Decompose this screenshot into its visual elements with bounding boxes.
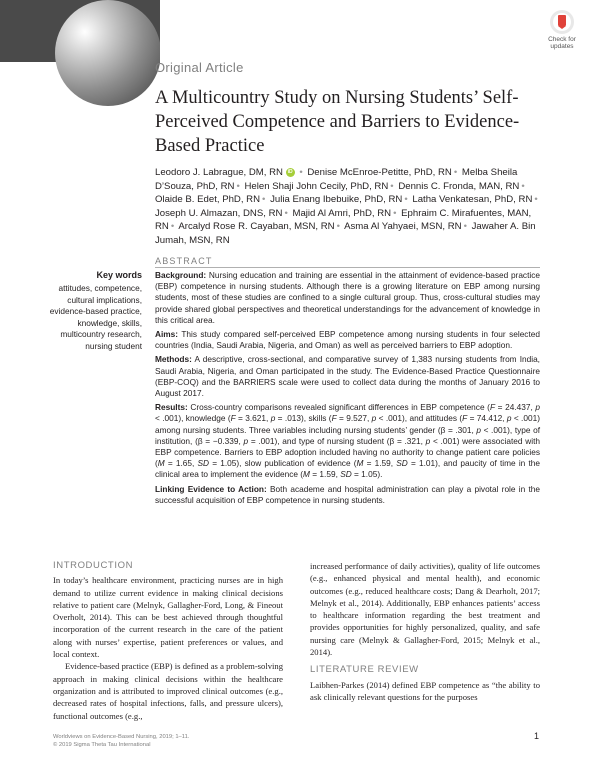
- author-11[interactable]: Ephraim C. Mirafuentes, MAN, RN: [155, 207, 532, 232]
- literature-review-heading: LITERATURE REVIEW: [310, 664, 419, 676]
- results-fragment: < .001) among nursing students. Three variables including nursing students’ gender (β = .301,: [155, 413, 540, 435]
- author-6[interactable]: Olaide B. Edet, PhD, RN: [155, 194, 261, 205]
- author-3[interactable]: Melba Sheila D’Souza, PhD, RN: [155, 167, 518, 192]
- abstract-linking: [155, 484, 540, 506]
- check-for-updates-button[interactable]: [541, 10, 583, 52]
- author-1[interactable]: Leodoro J. Labrague, DM, RN: [155, 167, 283, 178]
- page-number: 1: [534, 731, 540, 741]
- stat-symbol: SD: [396, 458, 408, 469]
- author-5[interactable]: Dennis C. Fronda, MAN, RN: [398, 180, 520, 192]
- abstract-aims: [155, 329, 540, 351]
- intro-paragraph-2: Evidence-based practice (EBP) is defined as a problem-solving approach in making clinical decisions within the healthcare organization and is attributed to improved clinical outcomes (e.g., decreased rates of hospital infections, falls, and pressure ulcers), functional outcomes (e.g.,: [53, 661, 283, 721]
- intro-paragraph-1: In today’s healthcare environment, practicing nurses are in high demand to utilize current evidence in making clinical decisions relative to patient care (Melnyk, Gallagher-Ford, Long, & Fineout Overholt, 2014). This can be best achieved through thoughtful incorporation of the current research in the care of the patient along with nurses’ expertise, patient preferences or values, and local context.: [53, 575, 283, 660]
- author-10[interactable]: Majid Al Amri, PhD, RN: [292, 207, 392, 219]
- body-column-right: [310, 560, 540, 703]
- results-fragment: < .001), and attitudes (: [376, 413, 463, 424]
- stat-symbol: M: [356, 458, 364, 469]
- aims-label: Aims:: [155, 329, 179, 340]
- results-fragment: Cross-country comparisons revealed significant differences in EBP competence (: [190, 402, 490, 413]
- results-fragment: = 9.527,: [336, 413, 372, 424]
- linking-label: Linking Evidence to Action:: [155, 483, 267, 494]
- results-label: Results:: [155, 402, 188, 413]
- stat-symbol: SD: [197, 458, 210, 469]
- background-label: Background:: [155, 270, 207, 280]
- results-fragment: = 1.01), and paucity of time in the clinical area to implement the evidence (: [155, 458, 540, 480]
- stat-symbol: F: [489, 402, 496, 413]
- results-fragment: < .001) were associated with EBP competence. Barriers to EBP adoption included having no authority to change patient care policies (: [155, 435, 540, 469]
- stat-symbol: SD: [340, 469, 352, 480]
- linking-text: Both academe and hospital administration can play a pivotal role in the successful acquisition of EBP competence in nursing students.: [155, 483, 540, 505]
- article-title: A Multicountry Study on Nursing Students’ Self-Perceived Competence and Barriers to Evidence-Based Practice: [155, 88, 520, 156]
- stat-symbol: p: [371, 413, 377, 424]
- keywords-list: attitudes, competence, cultural implications, evidence-based practice, knowledge, skills, multicountry research, nursing student: [49, 283, 142, 351]
- stat-symbol: p: [270, 413, 276, 424]
- body-column-left: [53, 560, 283, 722]
- introduction-heading: INTRODUCTION: [53, 560, 134, 571]
- author-12[interactable]: Arcalyd Rose R. Cayaban, MSN, RN: [178, 221, 335, 232]
- bookmark-icon: [550, 10, 574, 34]
- results-fragment: = 74.412,: [467, 413, 507, 424]
- results-fragment: = 24.437,: [495, 402, 536, 413]
- author-2[interactable]: Denise McEnroe-Petitte, PhD, RN: [307, 167, 452, 178]
- stat-symbol: p: [476, 424, 482, 435]
- check-for-updates-label: [548, 36, 576, 50]
- stat-symbol: F: [331, 413, 337, 424]
- results-fragment: = 1.05), slow publication of evidence (: [209, 458, 357, 469]
- abstract-divider: [155, 267, 540, 268]
- background-text: Nursing education and training are essential in the attainment of evidence-based practice (EBP) competence in nursing students. Although there is a growing literature on EBP among nursing students, most of these studies are confined to a single cultural group. Thus, cross-cultural studies may provide shared global perspectives and theoretical understandings for the advancement of knowledge in this critical area.: [155, 270, 540, 325]
- stat-symbol: M: [157, 458, 165, 469]
- article-type: Original Article: [155, 60, 244, 75]
- results-fragment: = 1.65,: [164, 458, 198, 469]
- abstract-methods: [155, 354, 540, 399]
- badge-line-2: updates: [550, 43, 574, 50]
- stat-symbol: M: [303, 469, 310, 480]
- results-fragment: = 1.59,: [363, 458, 397, 469]
- author-4[interactable]: Helen Shaji John Cecily, PhD, RN: [244, 180, 389, 192]
- footer-copyright: © 2019 Sigma Theta Tau International: [53, 742, 151, 748]
- results-text: [155, 402, 540, 479]
- stat-symbol: p: [243, 435, 249, 446]
- results-fragment: = 3.621,: [235, 413, 271, 424]
- results-fragment: = 1.59,: [309, 469, 341, 480]
- keywords-box: [40, 270, 142, 352]
- author-9[interactable]: Joseph U. Almazan, DNS, RN: [155, 207, 283, 219]
- aims-text: This study compared self-perceived EBP competence among nursing students in four selected countries (India, Saudi Arabia, Nigeria, and Oman) as well as perceived barriers to EBP adoption.: [155, 329, 540, 351]
- results-fragment: = .001), and type of nursing student (β = .321,: [248, 435, 426, 446]
- abstract-results: [155, 402, 540, 480]
- author-list: Leodoro J. Labrague, DM, RN iD • Denise McEnroe-Petitte, PhD, RN • Melba Sheila D’Souza, PhD, RN • Helen Shaji John Cecily, PhD, RN • Dennis C. Fronda, MAN, RN • Olaide B. Edet, PhD, RN • Julia Enang Ibebuike, PhD, RN • Latha Venkatesan, PhD, RN • Joseph U. Almazan, DNS, RN • Majid Al Amri, PhD, RN • Ephraim C. Mirafuentes, MAN, RN • Arcalyd Rose R. Cayaban, MSN, RN • Asma Al Yahyaei, MSN, RN • Jawaher A. Bin Jumah, MSN, RN: [155, 167, 538, 246]
- stat-symbol: p: [506, 413, 512, 424]
- orcid-icon[interactable]: iD: [287, 168, 293, 175]
- methods-label: Methods:: [155, 354, 192, 365]
- logo-sphere: [55, 0, 160, 106]
- journal-logo-graphic: [0, 0, 160, 110]
- abstract-background: [155, 270, 540, 326]
- methods-text: A descriptive, cross-sectional, and comparative survey of 1,383 nursing students from India, Saudi Arabia, Nigeria, and Oman participated in the study. The Evidence-Based Practice Questionnaire (EBP-COQ) and the BARRIERS scale were used to collect data during the months of January 2016 to August 2017.: [155, 354, 540, 399]
- results-fragment: = .013), skills (: [275, 413, 332, 424]
- results-fragment: < .001), knowledge (: [155, 413, 231, 424]
- author-7[interactable]: Julia Enang Ibebuike, PhD, RN: [270, 194, 403, 205]
- results-fragment: < .001), type of institution, (β = −0.339,: [155, 424, 540, 446]
- abstract-body: [155, 270, 540, 509]
- right-paragraph-1: increased performance of daily activities), quality of life outcomes (e.g., enhanced physical and mental health), and economic outcomes (e.g., reduced healthcare costs; Dang & Dearholt, 2017; Melnyk et al., 2014). Additionally, EBP enhances patients’ access to healthcare information regarding the best treatment and provides opportunities for highly personalized, quality, and safe nursing care (Melnyk & Gallagher-Ford, 2015; Melnyk et al., 2014).: [310, 561, 540, 658]
- stat-symbol: p: [425, 435, 431, 446]
- keywords-title: Key words: [96, 270, 142, 280]
- stat-symbol: F: [230, 413, 236, 424]
- results-fragment: = 1.05).: [351, 469, 383, 480]
- stat-symbol: F: [462, 413, 468, 424]
- author-13[interactable]: Asma Al Yahyaei, MSN, RN: [344, 221, 462, 232]
- stat-symbol: p: [535, 402, 540, 413]
- footer-journal: Worldviews on Evidence-Based Nursing, 2019; 1–11.: [53, 734, 190, 740]
- author-8[interactable]: Latha Venkatesan, PhD, RN: [412, 194, 533, 205]
- author-14[interactable]: Jawaher A. Bin Jumah, MSN, RN: [155, 221, 536, 246]
- abstract-heading: ABSTRACT: [155, 256, 213, 266]
- lit-review-paragraph-1: Laibhen-Parkes (2014) defined EBP competence as “the ability to ask clinically relevant questions for the purposes: [310, 679, 540, 702]
- page-footer: [53, 733, 189, 749]
- badge-line-1: Check for: [548, 36, 576, 43]
